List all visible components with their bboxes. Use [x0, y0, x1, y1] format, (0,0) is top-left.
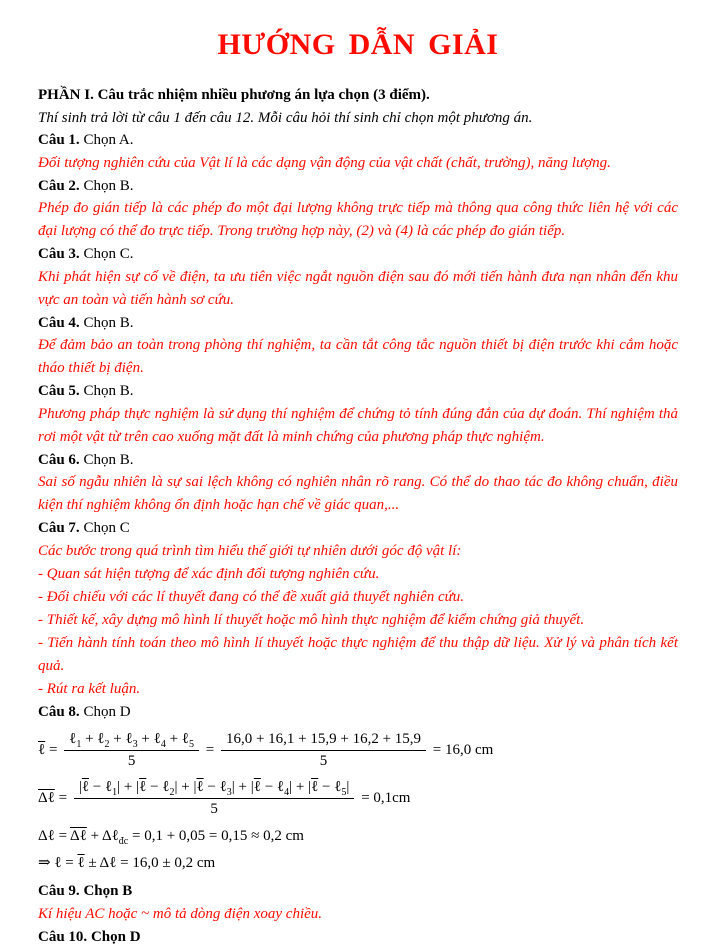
answer-text: Chọn C: [80, 520, 130, 536]
question-5: [38, 380, 678, 403]
explanation-6: Sai số ngẫu nhiên là sự sai lệch không có nghiên nhân rõ rang. Có thể do thao tác đo không chuẩn, điều kiện thí nghiệm không ổn định hoặc hạn chế về giác quan,...: [38, 471, 678, 517]
solution-step-5: - Rút ra kết luận.: [38, 678, 678, 701]
subscript: 1: [112, 787, 117, 798]
explanation-5: Phương pháp thực nghiệm là sử dụng thí nghiệm để chứng tỏ tính đúng đắn của dự đoán. Thí nghiệm thả rơi một vật từ trên cao xuống mặt đất là minh chứng của phương pháp thực nghiệm.: [38, 403, 678, 449]
overline-variable: ℓ: [254, 779, 261, 795]
subscript: 1: [76, 739, 81, 750]
answer-text: Chọn B.: [80, 452, 134, 468]
document-body: [38, 84, 678, 948]
subscript: 2: [169, 787, 174, 798]
overline-variable: Δℓ: [38, 790, 55, 806]
overline-variable: ℓ: [196, 779, 203, 795]
solution-step-2: - Đối chiếu với các lí thuyết đang có thể đề xuất giả thuyết nghiên cứu.: [38, 586, 678, 609]
section-heading: PHẦN I. Câu trắc nhiệm nhiều phương án lựa chọn (3 điểm).: [38, 84, 678, 107]
overline-variable: ℓ: [82, 779, 89, 795]
answer-text: Chọn D: [87, 929, 140, 945]
explanation-3: Khi phát hiện sự cố về điện, ta ưu tiên việc ngắt nguồn điện sau đó mới tiến hành đưa nạn nhân đến khu vực an toàn và tiến hành sơ cứu.: [38, 266, 678, 312]
explanation-9: Kí hiệu AC hoặc ~ mô tả dòng điện xoay chiều.: [38, 903, 678, 926]
question-label: Câu 2.: [38, 178, 80, 194]
question-2: [38, 175, 678, 198]
question-label: Câu 8.: [38, 704, 80, 720]
answer-text: Chọn B.: [80, 178, 134, 194]
question-label: Câu 3.: [38, 246, 80, 262]
explanation-2: Phép đo gián tiếp là các phép đo một đại lượng không trực tiếp mà thông qua công thức liên hệ với các đại lượng có thể đo trực tiếp. Trong trường hợp này, (2) và (4) là các phép đo gián tiếp.: [38, 197, 678, 243]
denominator: 5: [74, 799, 355, 819]
denominator: 5: [221, 751, 426, 771]
subscript: 4: [161, 739, 166, 750]
denominator: 5: [64, 751, 199, 771]
explanation-7-intro: Các bước trong quá trình tìm hiểu thế giới tự nhiên dưới góc độ vật lí:: [38, 540, 678, 563]
question-8: [38, 701, 678, 724]
overline-variable: ℓ: [38, 742, 45, 758]
question-label: Câu 10.: [38, 929, 87, 945]
solution-step-4: - Tiến hành tính toán theo mô hình lí thuyết hoặc thực nghiệm để thu thập dữ liệu. Xử lý và phân tích kết quả.: [38, 632, 678, 678]
question-4: [38, 312, 678, 335]
answer-text: Chọn D: [80, 704, 131, 720]
answer-text: Chọn B.: [80, 383, 134, 399]
fraction: [221, 730, 426, 771]
math-line-result: ⇒ ℓ = ℓ ± Δℓ = 16,0 ± 0,2 cm: [38, 853, 678, 873]
question-7: [38, 517, 678, 540]
question-6: [38, 449, 678, 472]
document-title: HƯỚNG DẪN GIẢI: [38, 26, 678, 64]
numerator: |ℓ − ℓ$_1$| + |ℓ − ℓ$_2$| + |ℓ − ℓ$_3$| + |ℓ − ℓ$_4$| + |ℓ − ℓ$_5$|: [74, 778, 355, 799]
explanation-1: Đối tượng nghiên cứu của Vật lí là các dạng vận động của vật chất (chất, trường), năng lượng.: [38, 152, 678, 175]
subscript: 4: [284, 787, 289, 798]
solution-step-1: - Quan sát hiện tượng để xác định đối tượng nghiên cứu.: [38, 563, 678, 586]
math-line-mean-error: Δℓ = $\frac{|\ell - \ell_1| + |\ell - \ell_2| + |\ell - \ell_3| + |\ell - \ell_4| + |\ell - \ell_5|}{5}$ = 0,1cm: [38, 778, 678, 819]
answer-text: Chọn B.: [80, 315, 134, 331]
question-9: [38, 880, 678, 903]
question-label: Câu 4.: [38, 315, 80, 331]
question-label: Câu 6.: [38, 452, 80, 468]
answer-text: Chọn C.: [80, 246, 134, 262]
subscript: đc: [119, 836, 128, 847]
fraction: [74, 778, 355, 819]
question-label: Câu 9.: [38, 883, 80, 899]
numerator: 16,0 + 16,1 + 15,9 + 16,2 + 15,9: [221, 730, 426, 751]
subscript: 3: [133, 739, 138, 750]
answer-text: Chọn B: [80, 883, 133, 899]
overline-variable: Δℓ: [70, 828, 87, 844]
subscript: 2: [105, 739, 110, 750]
section-instruction: Thí sinh trả lời từ câu 1 đến câu 12. Mỗi câu hỏi thí sinh chỉ chọn một phương án.: [38, 107, 678, 130]
question-1: [38, 129, 678, 152]
answer-text: Chọn A.: [80, 132, 134, 148]
fraction: [64, 730, 199, 771]
overline-variable: ℓ: [139, 779, 146, 795]
subscript: 5: [189, 739, 194, 750]
numerator: ℓ$_1$ + ℓ$_2$ + ℓ$_3$ + ℓ$_4$ + ℓ$_5$: [64, 730, 199, 751]
overline-variable: ℓ: [311, 779, 318, 795]
solution-step-3: - Thiết kế, xây dựng mô hình lí thuyết hoặc mô hình thực nghiệm để kiểm chứng giả thuyết.: [38, 609, 678, 632]
question-label: Câu 1.: [38, 132, 80, 148]
overline-variable: ℓ: [77, 855, 84, 871]
math-line-mean-length: ℓ = $\frac{\ell_1 + \ell_2 + \ell_3 + \ell_4 + \ell_5}{5}$ = $\frac{16,0 + 16,1 + 15,9 + 16,2 + 15,9}{5}$ = 16,0 cm: [38, 730, 678, 771]
question-3: [38, 243, 678, 266]
subscript: 5: [341, 787, 346, 798]
question-label: Câu 5.: [38, 383, 80, 399]
math-line-total-error: Δℓ = Δℓ + Δℓ$_{đc}$ = 0,1 + 0,05 = 0,15 ≈ 0,2 cm: [38, 826, 678, 846]
explanation-4: Để đảm bảo an toàn trong phòng thí nghiệm, ta cần tắt công tắc nguồn thiết bị điện trước khi cắm hoặc tháo thiết bị điện.: [38, 334, 678, 380]
subscript: 3: [227, 787, 232, 798]
question-label: Câu 7.: [38, 520, 80, 536]
question-10: [38, 926, 678, 948]
